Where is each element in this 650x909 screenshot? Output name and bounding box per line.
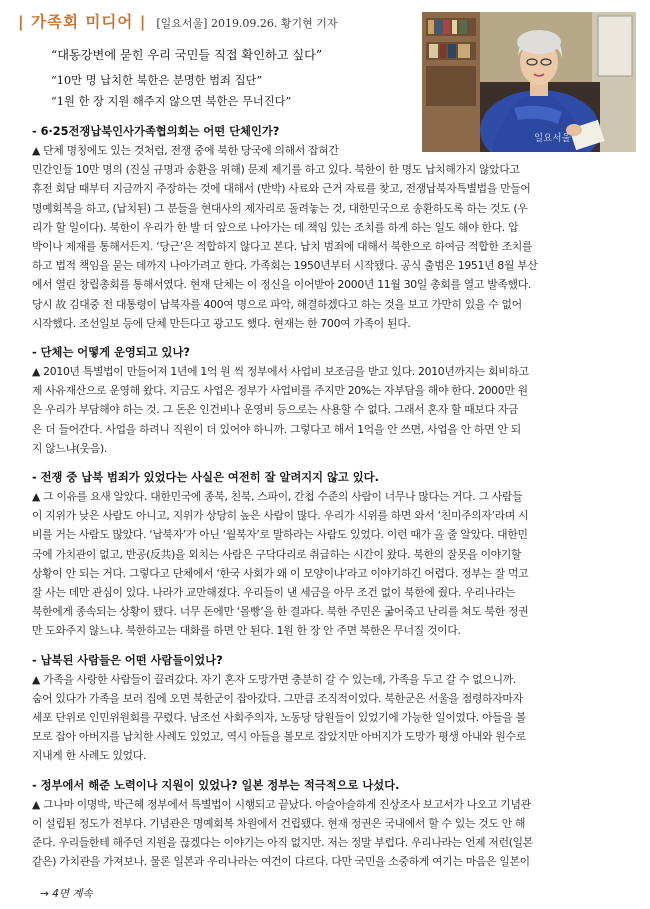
article-header [18,10,418,118]
answer-line: 지내게 한 사례도 있었다. [32,749,147,763]
byline: [일요서울] 2019.09.26. 황기현 기자 [156,17,338,30]
answer-line: 세포 단위로 인민위원회를 꾸렸다. 남조선 사회주의자, 노동당 당원들이 있었기에 가능한 일이었다. 아들을 볼 [32,711,526,725]
answer-line: 준다. 우리들한테 해주던 지원을 끊겠다는 이야기는 아직 없지만. 저는 정말 부럽다. 우리나라는 언제 저런(일본 [32,836,533,850]
answer-line: 이 설립된 정도가 전부다. 기념관은 명예회복 차원에서 건립됐다. 현재 정권은 국내에서 할 수 있는 것도 안 해 [32,816,526,830]
continued-on-page-note: → 4면 계속 [40,888,93,900]
qa-block [32,468,630,641]
section-tag: | 가족회 미디어 | [18,13,147,31]
interview-answer [32,362,630,458]
answer-line: 숨어 있다가 가족을 보러 집에 오면 북한군이 잡아갔다. 그만큼 조직적이었다. 북한군은 서울을 점령하자마자 [32,691,523,705]
answer-line: 민간인들 10만 명의 (진실 규명과 송환을 위해) 문제 제기를 하고 있다. 북한이 한 명도 납치해가지 않았다고 [32,163,520,177]
qa-block [32,122,630,333]
answer-line: 상황이 안 되는 거다. 그렇다고 단체에서 ‘한국 사회가 왜 이 모양이냐’라고 이야기하긴 어렵다. 정부는 잘 먹고 [32,566,529,580]
interview-question: - 납북된 사람들은 어떤 사람들이었나? [32,653,223,667]
answer-line: 모로 잡아 아버지를 납치한 사례도 있었고, 역시 아들을 볼모로 잡았지만 아버지가 도망가 평생 아내와 원수로 [32,730,526,744]
answer-line: 은 더 들어간다. 사업을 하려니 직원이 더 있어야 하니까. 그렇다고 해서 1억을 안 쓰면, 사업을 안 하면 안 되 [32,422,521,436]
interview-answer [32,795,630,872]
interview-question: - 전쟁 중 납북 범죄가 있었다는 사실은 여전히 잘 알려지지 않고 있다. [32,471,379,485]
answer-line: 같은) 가치관을 가져보나. 물론 일본과 우리나라는 여건이 다르다. 다만 국민을 소중하게 여기는 마음은 일본이 [32,855,530,869]
interview-question: - 단체는 어떻게 운영되고 있나? [32,346,190,360]
answer-line: 에서 열린 창립총회를 통해서였다. 현재 단체는 이 정신을 이어받아 2000년 11월 30일 총회를 열고 발족했다. [32,278,531,292]
answer-line: 제 사유재산으로 운영해 왔다. 지금도 사업은 정부가 사업비를 주지만 20%는 자부담을 해야 한다. 2000만 원 [32,384,528,398]
interview-question: - 정부에서 해준 노력이나 지원이 있었나? 일본 정부는 적극적으로 나섰다. [32,778,400,792]
answer-line: 잘 사는 데만 관심이 있다. 나라가 교만해졌다. 우리들이 낸 세금을 아무 조건 없이 북한에 줬다. 우리나라는 [32,586,516,600]
answer-line: 지 않느냐(웃음). [32,441,108,455]
answer-line: 시작했다. 조선일보 등에 단체 만든다고 광고도 했다. 현재는 한 700여 가족이 된다. [32,316,411,330]
interview-answer [32,670,630,766]
qa-block [32,343,630,458]
subheadline-quote: “10만 명 납치한 북한은 분명한 범죄 집단” [51,74,263,87]
answer-line: 이 지위가 낮은 사람도 아니고, 지위가 상당히 높은 사람이 많다. 우리가 시위를 하면 와서 ‘친미주의자’라며 시 [32,509,529,523]
answer-line: 북한에게 종속되는 상황이 됐다. 너무 돈에만 ‘몰빵’을 한 결과다. 북한 주민은 굶어죽고 난리를 쳐도 북한 정권 [32,605,529,619]
answer-line: ▲ 그 이유를 요새 알았다. 대한민국에 종북, 친북, 스파이, 간첩 수준의 사람이 너무나 많다는 거다. 그 사람들 [32,490,523,504]
interview-answer [32,141,630,333]
answer-line: 리가 할 일이다). 북한이 우리가 한 발 더 앞으로 나아가는 데 책임 있는 조치를 하게 하는 일도 해야 한다. 압 [32,220,519,234]
answer-line: 박이나 제재를 통해서든지. ‘당근’은 적합하지 않다고 본다. 납치 범죄에 대해서 북한으로 하여금 적합한 조치를 [32,240,533,254]
answer-line: 은 우리가 부담해야 하는 것. 그 돈은 인건비나 운영비 등으로는 사용할 수 없다. 그래서 혼자 할 때보다 자금 [32,403,519,417]
answer-line: 명예회복을 하고, (납치된) 그 분들을 현대사의 제자리로 돌려놓는 것, 대한민국으로 송환하도록 하는 것도 (우 [32,201,528,215]
answer-line: 당시 故 김대중 전 대통령이 납북자를 400여 명으로 파악, 해결하겠다고 하는 것을 보고 가만히 있을 수 없어 [32,297,522,311]
qa-block [32,776,630,872]
answer-line: 비를 거는 사람도 많았다. ‘납북자’가 아닌 ‘월북자’로 말하라는 사람도 있었다. 이런 때가 올 줄 알았다. 대한민 [32,528,528,542]
answer-line: 국에 가치관이 없고, 반공(反共)을 외치는 사람은 구닥다리로 취급하는 시간이 왔다. 북한의 잘못을 이야기할 [32,547,522,561]
answer-line: ▲ 단체 명칭에도 있는 것처럼, 전쟁 중에 북한 당국에 의해서 잡혀간 [32,144,339,157]
answer-line: ▲ 2010년 특별법이 만들어져 1년에 1억 원 씩 정부에서 사업비 보조금을 받고 있다. 2010년까지는 회비하고 [32,365,529,379]
interview-body [32,122,630,882]
answer-line: 휴전 회담 때부터 지금까지 주장하는 것에 대해서 (반박) 사료와 근거 자료를 찾고, 전쟁납북자특별법을 만들어 [32,182,531,196]
qa-block [32,651,630,766]
photo-watermark: 일요서울 [534,133,571,144]
header-line [18,10,418,32]
interview-question: - 6·25전쟁납북인사가족협의회는 어떤 단체인가? [32,125,280,138]
answer-line: 만 도와주지 않느냐. 북한하고는 대화를 하면 안 된다. 1원 한 장 안 주면 북한은 무너질 것이다. [32,624,461,638]
headline-quote: “대동강변에 묻힌 우리 국민들 직접 확인하고 싶다” [51,48,323,62]
subheadline-quote: “1원 한 장 지원 해주지 않으면 북한은 무너진다” [51,95,292,108]
interview-answer [32,487,630,641]
answer-line: ▲ 그나마 이명박, 박근혜 정부에서 특별법이 시행되고 끝났다. 아슬아슬하게 진상조사 보고서가 나오고 기념관 [32,797,531,811]
answer-line: 하고 법적 책임을 묻는 데까지 나아가려고 한다. 가족회는 1950년부터 시작됐다. 공식 출범은 1951년 8월 부산 [32,259,538,273]
answer-line: ▲ 가족을 사랑한 사람들이 끌려갔다. 자기 혼자 도망가면 충분히 갈 수 있는데, 가족을 두고 갈 수 없으니까. [32,672,517,686]
